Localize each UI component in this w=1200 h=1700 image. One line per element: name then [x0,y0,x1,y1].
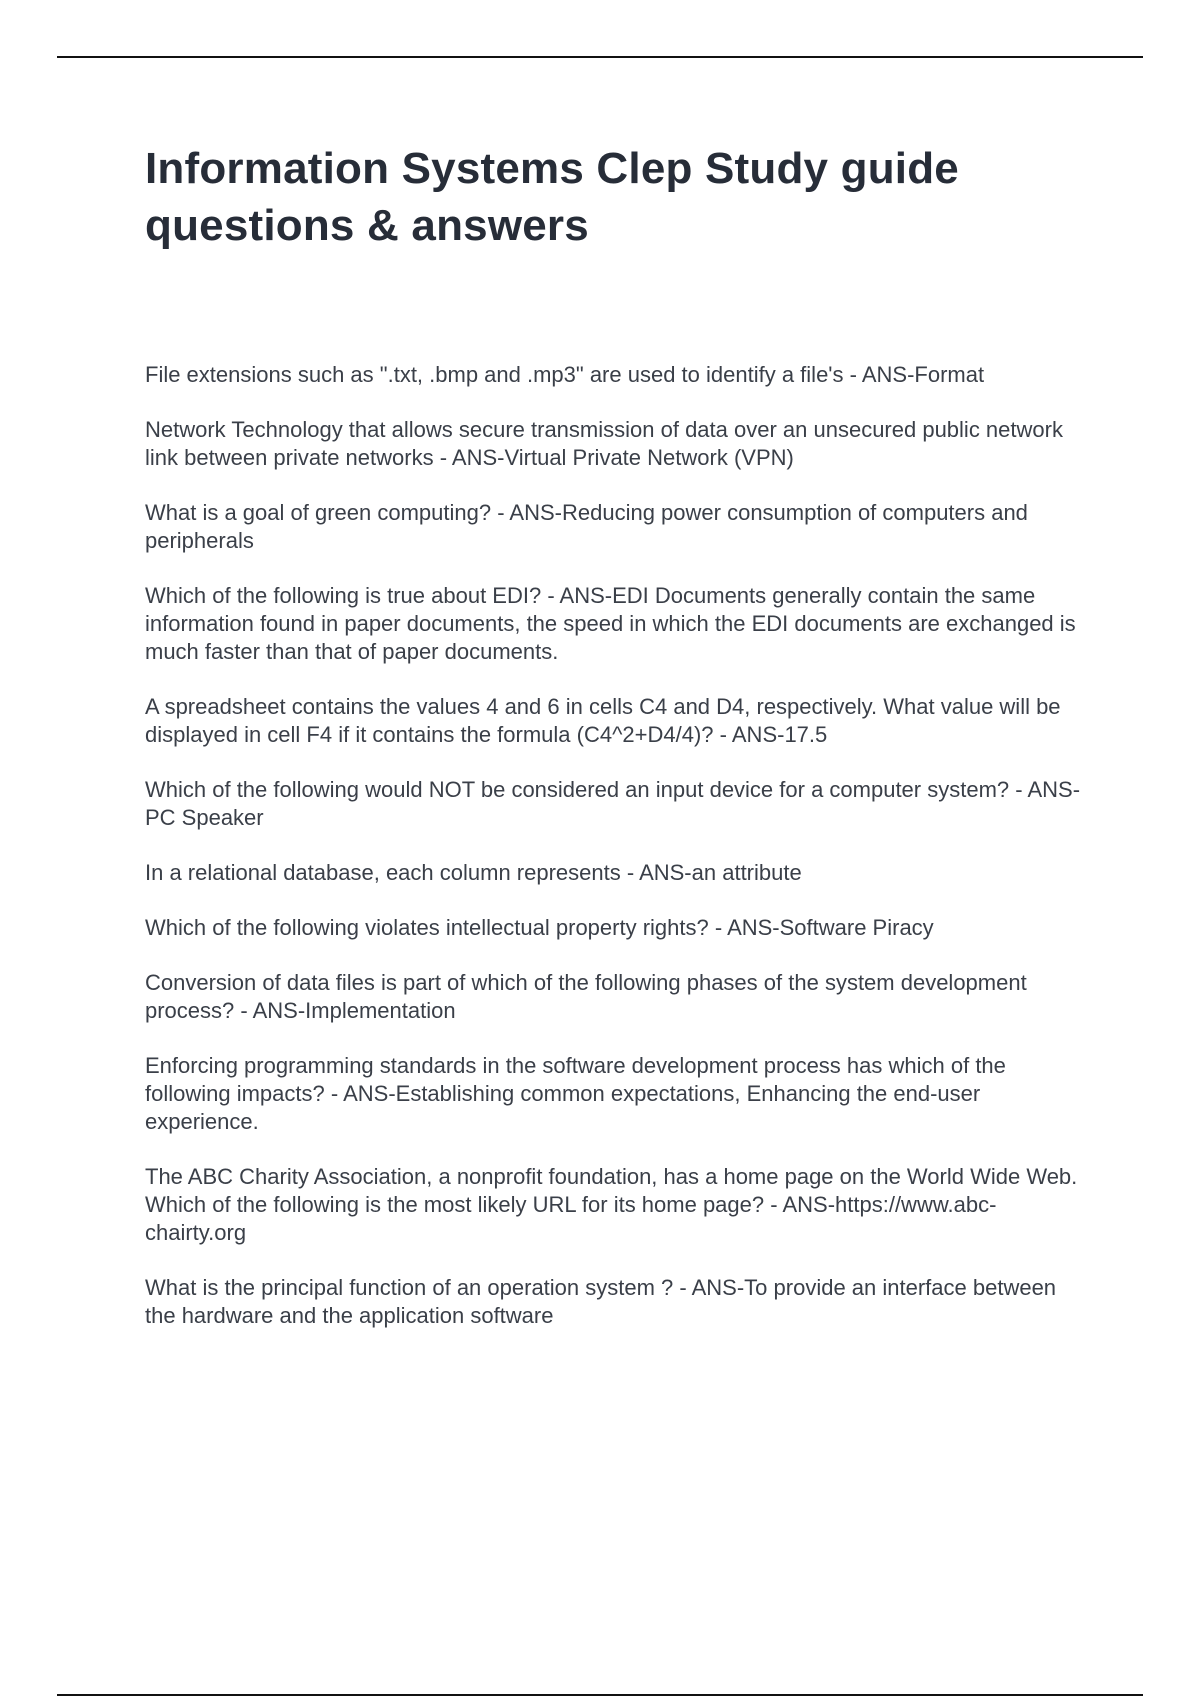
qa-entry: Enforcing programming standards in the software development process has which of the following impacts? - ANS-Establishing common expectations, Enhancing the end-user experience. [145,1053,1006,1134]
document-body [145,140,1085,1357]
qa-entry: What is a goal of green computing? - ANS-Reducing power consumption of computers and peripherals [145,500,1028,553]
title-line-2: questions & answers [145,201,589,250]
qa-entry: In a relational database, each column represents - ANS-an attribute [145,860,802,885]
qa-entry: What is the principal function of an operation system ? - ANS-To provide an interface between the hardware and the application software [145,1275,1057,1328]
qa-entry: Conversion of data files is part of which of the following phases of the system development process? - ANS-Implementation [145,970,1027,1023]
top-rule [57,56,1143,58]
qa-entry: Which of the following violates intellectual property rights? - ANS-Software Piracy [145,915,934,940]
qa-entry: File extensions such as ".txt, .bmp and .mp3" are used to identify a file's - ANS-Format [145,362,985,387]
qa-entry: Which of the following would NOT be considered an input device for a computer system? - ANS-PC Speaker [145,777,1081,830]
title-line-1: Information Systems Clep Study guide [145,144,959,193]
qa-entry: A spreadsheet contains the values 4 and 6 in cells C4 and D4, respectively. What value will be displayed in cell F4 if it contains the formula (C4^2+D4/4)? - ANS-17.5 [145,694,1061,747]
qa-entry: The ABC Charity Association, a nonprofit foundation, has a home page on the World Wide Web. Which of the following is the most likely URL for its home page? - ANS-https://www.abc-chairty.org [145,1164,1078,1245]
bottom-rule [57,1694,1143,1696]
qa-entry: Network Technology that allows secure transmission of data over an unsecured public network link between private networks - ANS-Virtual Private Network (VPN) [145,417,1063,470]
qa-entry: Which of the following is true about EDI? - ANS-EDI Documents generally contain the same information found in paper documents, the speed in which the EDI documents are exchanged is much faster than that of paper documents. [145,583,1076,664]
document-title [145,140,1085,254]
qa-list [145,361,1085,1330]
